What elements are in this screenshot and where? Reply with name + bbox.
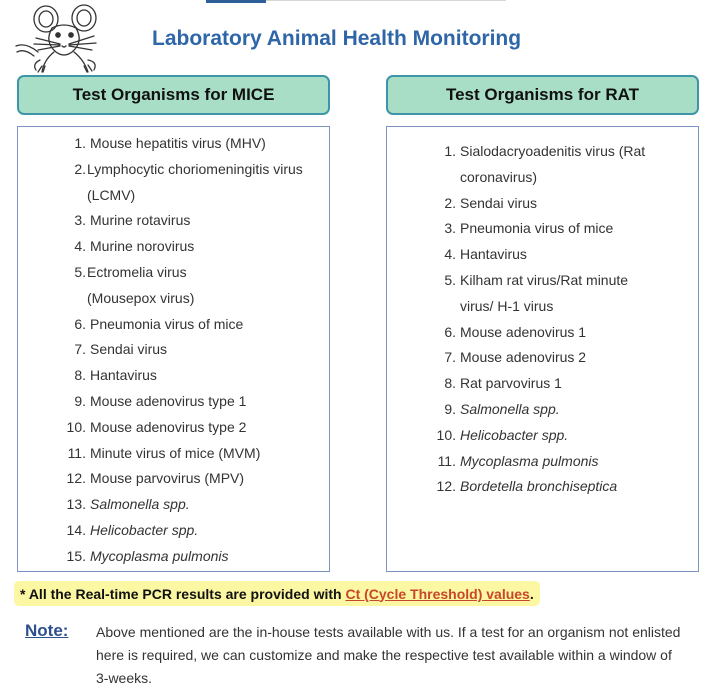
- list-item: 14. Helicobacter spp.: [66, 521, 199, 538]
- list-item: 8. Hantavirus: [74, 367, 157, 384]
- mouse-illustration: [14, 2, 112, 74]
- rat-organism-list: [386, 126, 699, 572]
- list-item: 3. Pneumonia virus of mice: [444, 220, 614, 237]
- list-item: 7. Sendai virus: [74, 341, 168, 358]
- list-item: 7. Mouse adenovirus 2: [444, 349, 587, 366]
- list-item: 3. Murine rotavirus: [74, 212, 191, 229]
- list-item: 10. Helicobacter spp.: [436, 426, 569, 443]
- pcr-note: [14, 581, 540, 606]
- list-item: 6. Pneumonia virus of mice: [74, 315, 244, 332]
- top-divider: [266, 0, 506, 1]
- top-accent-bar: [206, 0, 266, 3]
- list-item: 5. Ectromelia virus (Mousepox virus): [74, 263, 195, 306]
- list-item: 11. Minute virus of mice (MVM): [67, 444, 261, 461]
- list-item: 6. Mouse adenovirus 1: [444, 323, 587, 340]
- list-item: 15. Mycoplasma pulmonis: [66, 547, 229, 564]
- list-item: 9. Mouse adenovirus type 1: [74, 392, 247, 409]
- list-item: 12. Mouse parvovirus (MPV): [66, 470, 245, 487]
- list-item: 1. Sialodacryoadenitis virus (Rat coronavirus): [444, 143, 646, 185]
- list-item: 4. Murine norovirus: [74, 238, 195, 255]
- list-item: 5. Kilham rat virus/Rat minute virus/ H-1 virus: [444, 271, 629, 314]
- list-item: 8. Rat parvovirus 1: [444, 375, 562, 392]
- note-label: Note:: [25, 621, 69, 640]
- list-item: 2. Lymphocytic choriomeningitis virus (LCMV): [74, 160, 303, 203]
- note-text: Above mentioned are the in-house tests available with us. If a test for an organism not enlisted here is required, we can customize and make the respective test available within a window of 3-weeks.: [96, 624, 681, 686]
- mice-organism-list: [17, 126, 330, 572]
- rat-heading: Test Organisms for RAT: [386, 75, 699, 115]
- list-item: 13. Salmonella spp.: [66, 496, 190, 513]
- list-item: 9. Salmonella spp.: [444, 400, 560, 417]
- page-title: Laboratory Animal Health Monitoring: [152, 27, 522, 50]
- pcr-note-suffix: .: [529, 585, 534, 602]
- list-item: 1. Mouse hepatitis virus (MHV): [74, 135, 266, 151]
- list-item: 12. Bordetella bronchiseptica: [436, 478, 618, 495]
- list-item: 11. Mycoplasma pulmonis: [437, 452, 599, 469]
- list-item: 10. Mouse adenovirus type 2: [66, 418, 247, 435]
- ct-values-link[interactable]: Ct (Cycle Threshold) values: [345, 585, 530, 602]
- pcr-note-prefix: * All the Real-time PCR results are provided with: [20, 585, 342, 602]
- mice-heading: Test Organisms for MICE: [17, 75, 330, 115]
- list-item: 2. Sendai virus: [444, 194, 538, 211]
- list-item: 4. Hantavirus: [444, 246, 527, 263]
